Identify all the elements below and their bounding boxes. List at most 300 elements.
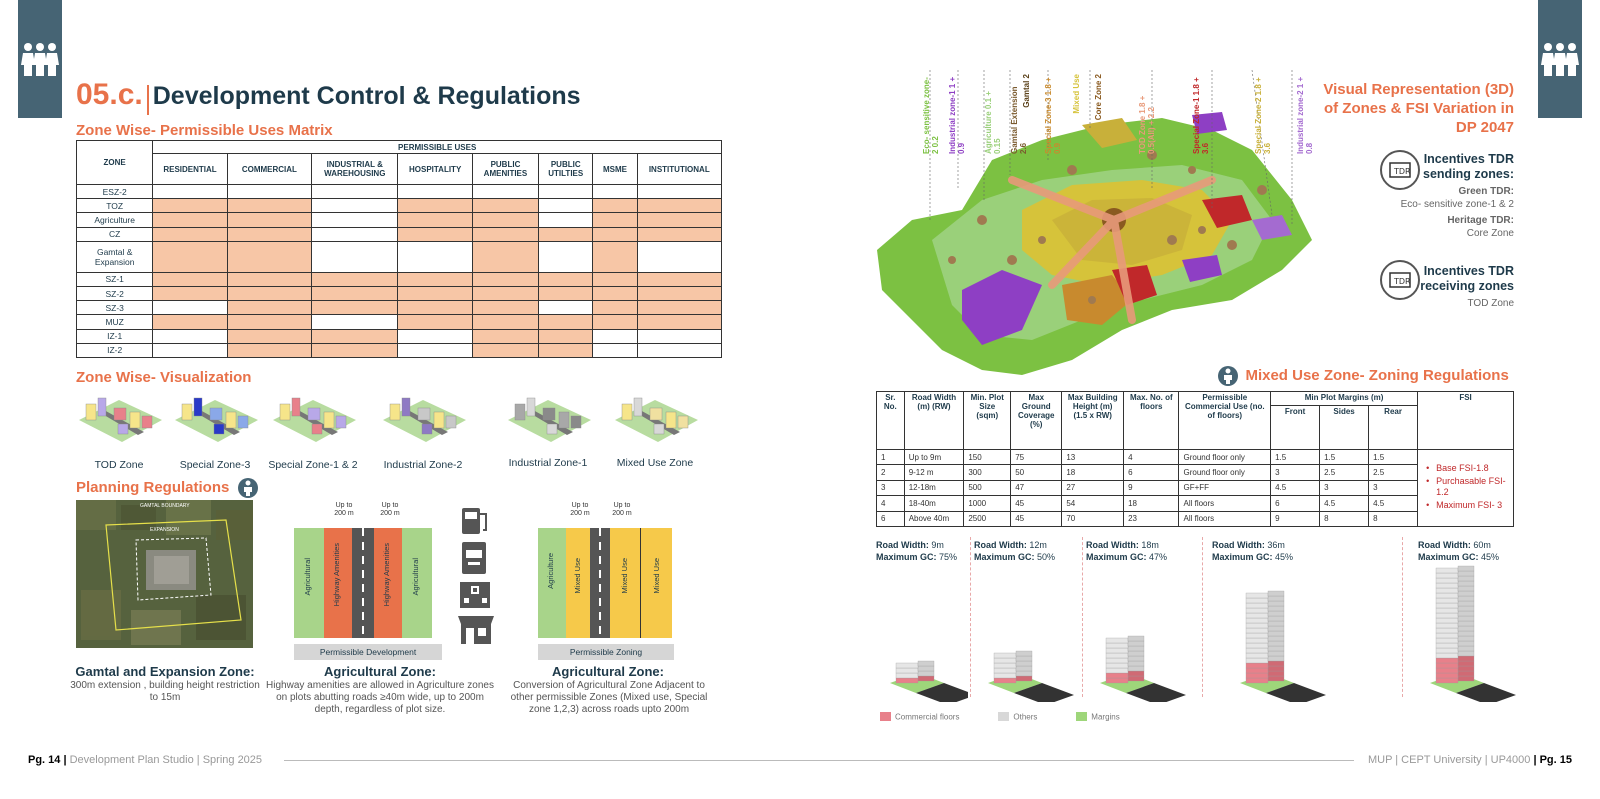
road-strip	[352, 528, 374, 638]
viz-label: TOD Zone	[94, 459, 144, 471]
mixed-use-cell: 23	[1124, 511, 1179, 526]
viz-item	[610, 390, 700, 469]
highway-amenities-diagram	[294, 502, 444, 662]
matrix-cell-empty	[593, 329, 637, 343]
gamtal-caption-title: Gamtal and Expansion Zone:	[75, 664, 255, 679]
matrix-cell-empty	[637, 241, 721, 272]
mixed-use-cell: 4	[1124, 450, 1179, 465]
matrix-cell-empty	[153, 329, 227, 343]
legend-swatch-margins	[1076, 712, 1087, 721]
fsi-cell	[1418, 450, 1514, 527]
matrix-col-header: PUBLIC UTILTIES	[539, 154, 593, 185]
gamtal-caption-text: 300m extension , building height restriction to 15m	[70, 680, 260, 703]
mixed-use-cell: Above 40m	[904, 511, 964, 526]
matrix-cell-permitted	[227, 241, 311, 272]
zone-3d-thumbnail	[170, 390, 260, 452]
matrix-cell-permitted	[227, 329, 311, 343]
zone-tag: Industrial zone-2 1 + 0.8	[1296, 76, 1314, 154]
mixed-use-heading-wrap	[1218, 366, 1509, 386]
mixed-use-cell: 9-12 m	[904, 465, 964, 480]
matrix-cell-empty	[398, 241, 472, 272]
hospital-icon	[460, 582, 490, 608]
legend-swatch-commercial	[880, 712, 891, 721]
col-sr: Sr. No.	[877, 392, 905, 450]
zone-tag: Industrial zone-1 1 + 0.9	[948, 76, 966, 154]
agri-caption-text-2: Conversion of Agricultural Zone Adjacent to other permissible Zones (Mixed use, Special zone 1,2,3) across roads upto 200m	[510, 680, 708, 715]
matrix-cell-permitted	[637, 227, 721, 241]
matrix-cell-permitted	[472, 227, 538, 241]
mixed-use-cell: 300	[964, 465, 1011, 480]
legend-others: Others	[1013, 712, 1038, 722]
col-fsi: FSI	[1418, 392, 1514, 450]
matrix-cell-empty	[593, 185, 637, 199]
viz-label: Industrial Zone-1	[508, 457, 588, 469]
right-page-tab	[1538, 0, 1582, 118]
building-label: Road Width: 36m Maximum GC: 45%	[1212, 540, 1294, 562]
matrix-cell-empty	[312, 199, 398, 213]
matrix-cell-empty	[472, 185, 538, 199]
section-number: 05.c.	[76, 78, 143, 111]
building-label: Road Width: 12m Maximum GC: 50%	[974, 540, 1056, 562]
matrix-cell-permitted	[539, 286, 593, 300]
zone-tag: Core Zone 2	[1094, 74, 1103, 121]
matrix-cell-permitted	[637, 199, 721, 213]
viz-label: Mixed Use Zone	[616, 457, 694, 469]
viz-item	[170, 390, 260, 471]
matrix-cell-permitted	[398, 199, 472, 213]
matrix-cell-empty	[153, 343, 227, 357]
matrix-row	[77, 343, 722, 357]
matrix-cell-empty	[637, 343, 721, 357]
mixed-use-cell: 6	[1124, 465, 1179, 480]
matrix-cell-permitted	[472, 315, 538, 329]
matrix-cell-empty	[153, 185, 227, 199]
footer-rule	[284, 760, 1354, 761]
mixed-use-cell: 18-40m	[904, 496, 964, 511]
mixed-use-cell: 8	[1320, 511, 1369, 526]
matrix-cell-permitted	[312, 329, 398, 343]
matrix-cell-permitted	[472, 199, 538, 213]
mixed-use-cell: 13	[1062, 450, 1124, 465]
matrix-cell-permitted	[539, 343, 593, 357]
matrix-cell-permitted	[472, 213, 538, 227]
mixed-use-cell: 4	[877, 496, 905, 511]
matrix-row	[77, 227, 722, 241]
zone-tag: Mixed Use	[1072, 74, 1081, 114]
matrix-cell-permitted	[227, 343, 311, 357]
matrix-cell-empty	[398, 185, 472, 199]
footer-left	[28, 754, 262, 766]
people-icon	[1540, 41, 1580, 77]
footer-right	[1340, 754, 1572, 766]
green-tdr-text: Eco- sensitive zone-1 & 2	[1400, 199, 1514, 210]
matrix-cell-permitted	[472, 301, 538, 315]
amenity-icons	[456, 506, 496, 656]
matrix-cell-permitted	[227, 227, 311, 241]
mixed-use-cell: 45	[1011, 511, 1062, 526]
matrix-cell-permitted	[227, 286, 311, 300]
col-floors: Max. No. of floors	[1124, 392, 1179, 450]
matrix-cell-permitted	[593, 227, 637, 241]
matrix-cell-empty	[637, 329, 721, 343]
building-graphic	[1406, 537, 1516, 702]
mixed-use-cell: 75	[1011, 450, 1062, 465]
mixed-use-cell: 47	[1011, 480, 1062, 495]
matrix-cell-permitted	[637, 301, 721, 315]
col-cov: Max Ground Coverage (%)	[1011, 392, 1062, 450]
matrix-cell-permitted	[227, 315, 311, 329]
visualization-row	[74, 390, 724, 480]
matrix-cell-empty	[593, 343, 637, 357]
viz-label: Industrial Zone-2	[383, 459, 463, 471]
left-page-tab	[18, 0, 62, 118]
agri-caption-title-1: Agricultural Zone:	[324, 664, 436, 679]
mixed-use-cell: 9	[1271, 511, 1320, 526]
matrix-cell-permitted	[153, 315, 227, 329]
zone-tag: Gamtal 2	[1022, 74, 1031, 108]
matrix-row	[77, 241, 722, 272]
matrix-cell-permitted	[593, 213, 637, 227]
matrix-cell-permitted	[593, 241, 637, 272]
matrix-cell-permitted	[539, 272, 593, 286]
matrix-cell-permitted	[539, 329, 593, 343]
mixed-use-cell: 45	[1011, 496, 1062, 511]
matrix-cell-permitted	[539, 315, 593, 329]
matrix-cell-permitted	[227, 272, 311, 286]
building-graphic	[1086, 537, 1202, 702]
matrix-cell-empty	[539, 241, 593, 272]
matrix-zone-cell: Gamtal & Expansion	[77, 241, 153, 272]
col-plot: Min. Plot Size (sqm)	[964, 392, 1011, 450]
strip-agri-right: Agricultural	[411, 558, 420, 596]
matrix-cell-permitted	[398, 227, 472, 241]
visualization-heading: Zone Wise- Visualization	[76, 369, 252, 386]
mixed-use-cell: GF+FF	[1179, 480, 1271, 495]
footer-right-text: MUP | CEPT University | UP4000	[1367, 754, 1531, 766]
matrix-cell-permitted	[539, 227, 593, 241]
shop-icon	[458, 616, 494, 624]
matrix-row	[77, 329, 722, 343]
col-comm: Permissible Commercial Use (no. of floors)	[1179, 392, 1271, 450]
tdr-send-title: Incentives TDR sending zones:	[1423, 152, 1514, 181]
footer-left-page: Pg. 14 |	[28, 754, 67, 766]
matrix-zone-cell: IZ-1	[77, 329, 153, 343]
mixed-use-cell: 1000	[964, 496, 1011, 511]
fuel-pump-icon	[462, 508, 480, 534]
legend-swatch-others	[998, 712, 1009, 721]
matrix-cell-permitted	[312, 286, 398, 300]
fsi-item: • Base FSI-1.8	[1426, 462, 1489, 473]
upto-label-2: Up to 200 m	[380, 502, 400, 517]
mixed-use-cell: All floors	[1179, 496, 1271, 511]
mixed-use-cell: 6	[1271, 496, 1320, 511]
mixed-use-cell: Ground floor only	[1179, 450, 1271, 465]
legend-commercial: Commercial floors	[895, 712, 960, 722]
col-front: Front	[1271, 406, 1320, 450]
zone-tag: Gamtal Extension 2.6	[1010, 86, 1028, 154]
mixed-use-cell: 3	[1320, 480, 1369, 495]
matrix-cell-empty	[539, 301, 593, 315]
building-illustrations	[876, 537, 1516, 702]
col-sides: Sides	[1320, 406, 1369, 450]
permissible-zoning-bar: Permissible Zoning	[538, 644, 674, 660]
mixed-use-cell: 4.5	[1320, 496, 1369, 511]
mixed-use-cell: 2.5	[1369, 465, 1418, 480]
people-icon	[20, 41, 60, 77]
matrix-cell-permitted	[637, 213, 721, 227]
matrix-cell-empty	[539, 213, 593, 227]
strip-agriculture: Agriculture	[546, 553, 555, 589]
mixed-use-row	[877, 450, 1514, 465]
mixed-use-cell: 18	[1124, 496, 1179, 511]
building-graphic	[1206, 537, 1402, 702]
building-label: Road Width: 18m Maximum GC: 47%	[1086, 540, 1168, 562]
zone-header: ZONE	[77, 141, 153, 185]
matrix-cell-permitted	[227, 199, 311, 213]
matrix-cell-permitted	[472, 329, 538, 343]
zone-tag: Special Zone-3 1.8 + 0.9	[1044, 77, 1062, 154]
zone-tag-labels	[922, 74, 1342, 154]
matrix-cell-permitted	[472, 286, 538, 300]
mixed-use-cell: 2500	[964, 511, 1011, 526]
matrix-col-header: INSTITUTIONAL	[637, 154, 721, 185]
strip-agri-left: Agricultural	[303, 558, 312, 596]
matrix-cell-permitted	[227, 213, 311, 227]
strip-mixed-2: Mixed Use	[620, 558, 629, 594]
building-legend	[880, 708, 1120, 726]
zone-3d-thumbnail	[74, 390, 164, 452]
footer-right-page: | Pg. 15	[1533, 754, 1572, 766]
matrix-row	[77, 286, 722, 300]
mixed-use-cell: 500	[964, 480, 1011, 495]
zone-tag: Eco- sensitive zone-2 0.2	[922, 77, 940, 154]
mixed-use-zoning-diagram	[538, 502, 688, 662]
zone-3d-thumbnail	[378, 390, 468, 452]
viz-label: Special Zone-3	[179, 459, 251, 471]
matrix-cell-empty	[398, 329, 472, 343]
matrix-cell-permitted	[398, 315, 472, 329]
fsi-item: • Purchasable FSI- 1.2	[1426, 475, 1506, 497]
mixed-use-cell: 1.5	[1271, 450, 1320, 465]
matrix-cell-permitted	[593, 199, 637, 213]
matrix-col-header: RESIDENTIAL	[153, 154, 227, 185]
building-card	[974, 537, 1082, 702]
mixed-use-cell: All floors	[1179, 511, 1271, 526]
mixed-use-cell: 2	[877, 465, 905, 480]
zone-3d-thumbnail	[268, 390, 358, 452]
matrix-cell-permitted	[472, 343, 538, 357]
upto-label-3: Up to 200 m	[570, 502, 590, 517]
building-card	[1086, 537, 1202, 702]
mixed-use-cell: 50	[1011, 465, 1062, 480]
matrix-cell-permitted	[637, 286, 721, 300]
matrix-cell-permitted	[312, 301, 398, 315]
road-strip-2	[590, 528, 610, 638]
mixed-use-cell: 4.5	[1271, 480, 1320, 495]
matrix-heading: Zone Wise- Permissible Uses Matrix	[76, 122, 333, 139]
mixed-use-regulations-table	[876, 391, 1514, 527]
matrix-zone-cell: SZ-3	[77, 301, 153, 315]
mixed-use-cell: 2.5	[1320, 465, 1369, 480]
matrix-row	[77, 185, 722, 199]
mixed-use-cell: 12-18m	[904, 480, 964, 495]
zone-tag: Special Zone-2 1.8 + 3.6	[1254, 77, 1272, 154]
mixed-use-cell: 8	[1369, 511, 1418, 526]
building-card	[876, 537, 968, 702]
matrix-zone-cell: ESZ-2	[77, 185, 153, 199]
mixed-use-cell: 1.5	[1320, 450, 1369, 465]
matrix-row	[77, 213, 722, 227]
upto-label-1: Up to 200 m	[334, 502, 354, 517]
matrix-cell-permitted	[472, 272, 538, 286]
viz-item	[498, 390, 598, 469]
mixed-use-cell: 70	[1062, 511, 1124, 526]
matrix-col-header: HOSPITALITY	[398, 154, 472, 185]
building-card	[1206, 537, 1402, 702]
mixed-use-cell: 3	[1271, 465, 1320, 480]
col-height: Max Building Height (m) (1.5 x RW)	[1062, 392, 1124, 450]
green-tdr-label: Green TDR:	[1458, 186, 1514, 197]
matrix-cell-permitted	[593, 286, 637, 300]
matrix-cell-permitted	[398, 272, 472, 286]
planning-heading-wrap	[76, 478, 258, 498]
tdr-send-icon	[1380, 150, 1420, 190]
person-icon	[1218, 366, 1238, 386]
map-label-gamtal: GAMTAL BOUNDARY	[140, 503, 190, 509]
mixed-use-cell: 9	[1124, 480, 1179, 495]
person-icon	[238, 478, 258, 498]
matrix-cell-permitted	[593, 315, 637, 329]
matrix-cell-permitted	[153, 272, 227, 286]
col-rear: Rear	[1369, 406, 1418, 450]
building-graphic	[876, 537, 968, 702]
tdr-receive-icon	[1380, 260, 1420, 300]
matrix-cell-permitted	[398, 213, 472, 227]
matrix-cell-permitted	[312, 272, 398, 286]
upto-label-4: Up to 200 m	[612, 502, 632, 517]
matrix-cell-empty	[153, 301, 227, 315]
tdr-receive-title: Incentives TDR receiving zones	[1420, 264, 1514, 293]
matrix-cell-permitted	[153, 286, 227, 300]
viz-label: Special Zone-1 & 2	[268, 459, 358, 471]
matrix-cell-permitted	[398, 301, 472, 315]
matrix-zone-cell: IZ-2	[77, 343, 153, 357]
zone-3d-thumbnail	[610, 390, 700, 452]
matrix-cell-permitted	[398, 286, 472, 300]
matrix-zone-cell: CZ	[77, 227, 153, 241]
matrix-cell-permitted	[637, 315, 721, 329]
satellite-map	[76, 500, 253, 648]
matrix-cell-permitted	[153, 227, 227, 241]
legend-margins: Margins	[1091, 712, 1120, 722]
matrix-cell-permitted	[227, 301, 311, 315]
permissible-development-bar: Permissible Development	[294, 644, 442, 660]
viz-item	[378, 390, 468, 471]
matrix-cell-empty	[312, 185, 398, 199]
matrix-cell-permitted	[637, 272, 721, 286]
map-title: Visual Representation (3D) of Zones & FSI Variation in DP 2047	[1323, 81, 1514, 136]
viz-item	[268, 390, 358, 471]
matrix-cell-empty	[312, 241, 398, 272]
matrix-cell-empty	[312, 227, 398, 241]
section-title: Development Control & Regulations	[152, 82, 581, 110]
matrix-cell-permitted	[153, 241, 227, 272]
strip-highway-2: Highway Amenities	[382, 543, 391, 607]
matrix-cell-empty	[539, 185, 593, 199]
mixed-use-cell: 1	[877, 450, 905, 465]
permissible-uses-table	[76, 140, 722, 358]
building-label: Road Width: 9m Maximum GC: 75%	[876, 540, 958, 562]
matrix-zone-cell: Agriculture	[77, 213, 153, 227]
matrix-col-header: MSME	[593, 154, 637, 185]
mixed-use-cell: 18	[1062, 465, 1124, 480]
group-header: PERMISSIBLE USES	[153, 141, 722, 154]
mixed-use-cell: Ground floor only	[1179, 465, 1271, 480]
matrix-cell-empty	[312, 213, 398, 227]
zone-tag: Special Zone-1 1.8 + 3.6	[1192, 77, 1210, 154]
viz-item	[74, 390, 164, 471]
matrix-row	[77, 272, 722, 286]
matrix-cell-permitted	[153, 213, 227, 227]
zone-tag: TOD Zone 1.8 + 0.5(All) + 2.2	[1138, 95, 1156, 154]
matrix-cell-empty	[312, 315, 398, 329]
matrix-zone-cell: MUZ	[77, 315, 153, 329]
matrix-col-header: PUBLIC AMENITIES	[472, 154, 538, 185]
matrix-row	[77, 315, 722, 329]
building-card	[1406, 537, 1516, 702]
matrix-cell-empty	[398, 343, 472, 357]
planning-heading: Planning Regulations	[76, 479, 230, 497]
matrix-cell-permitted	[153, 199, 227, 213]
tdr-receive-text: TOD Zone	[1467, 298, 1514, 309]
svg-text:TDR: TDR	[1394, 277, 1411, 286]
mixed-use-cell: 4.5	[1369, 496, 1418, 511]
svg-text:TDR: TDR	[1394, 167, 1411, 176]
heritage-tdr-text: Core Zone	[1466, 228, 1514, 239]
matrix-row	[77, 199, 722, 213]
heritage-tdr-label: Heritage TDR:	[1447, 215, 1514, 226]
agri-caption-title-2: Agricultural Zone:	[552, 664, 664, 679]
mixed-use-cell: 6	[877, 511, 905, 526]
matrix-cell-empty	[227, 185, 311, 199]
matrix-zone-cell: SZ-1	[77, 272, 153, 286]
building-graphic	[974, 537, 1082, 702]
strip-highway-1: Highway Amenities	[332, 543, 341, 607]
building-label: Road Width: 60m Maximum GC: 45%	[1418, 540, 1500, 562]
mixed-use-cell: 3	[877, 480, 905, 495]
col-road: Road Width (m) (RW)	[904, 392, 964, 450]
zone-3d-thumbnail	[498, 390, 598, 452]
mixed-use-cell: 3	[1369, 480, 1418, 495]
matrix-row	[77, 301, 722, 315]
matrix-zone-cell: TOZ	[77, 199, 153, 213]
mixed-use-cell: 1.5	[1369, 450, 1418, 465]
col-margins: Min Plot Margins (m)	[1271, 392, 1418, 406]
matrix-col-header: INDUSTRIAL & WAREHOUSING	[312, 154, 398, 185]
zone-tag: Agriculture 0.1 + 0.15	[984, 91, 1002, 154]
mixed-use-heading: Mixed Use Zone- Zoning Regulations	[1245, 367, 1509, 385]
agri-caption-text-1: Highway amenities are allowed in Agriculture zones on plots abutting roads ≥40m wide, up to 200m depth, regardless of plot size.	[266, 680, 494, 715]
mixed-use-cell: 54	[1062, 496, 1124, 511]
strip-mixed-1: Mixed Use	[573, 558, 582, 594]
mixed-use-cell: 150	[964, 450, 1011, 465]
matrix-cell-permitted	[312, 343, 398, 357]
matrix-cell-permitted	[593, 272, 637, 286]
mixed-use-cell: Up to 9m	[904, 450, 964, 465]
footer-left-text: Development Plan Studio | Spring 2025	[69, 754, 263, 766]
page-title	[76, 78, 581, 115]
matrix-cell-empty	[637, 185, 721, 199]
